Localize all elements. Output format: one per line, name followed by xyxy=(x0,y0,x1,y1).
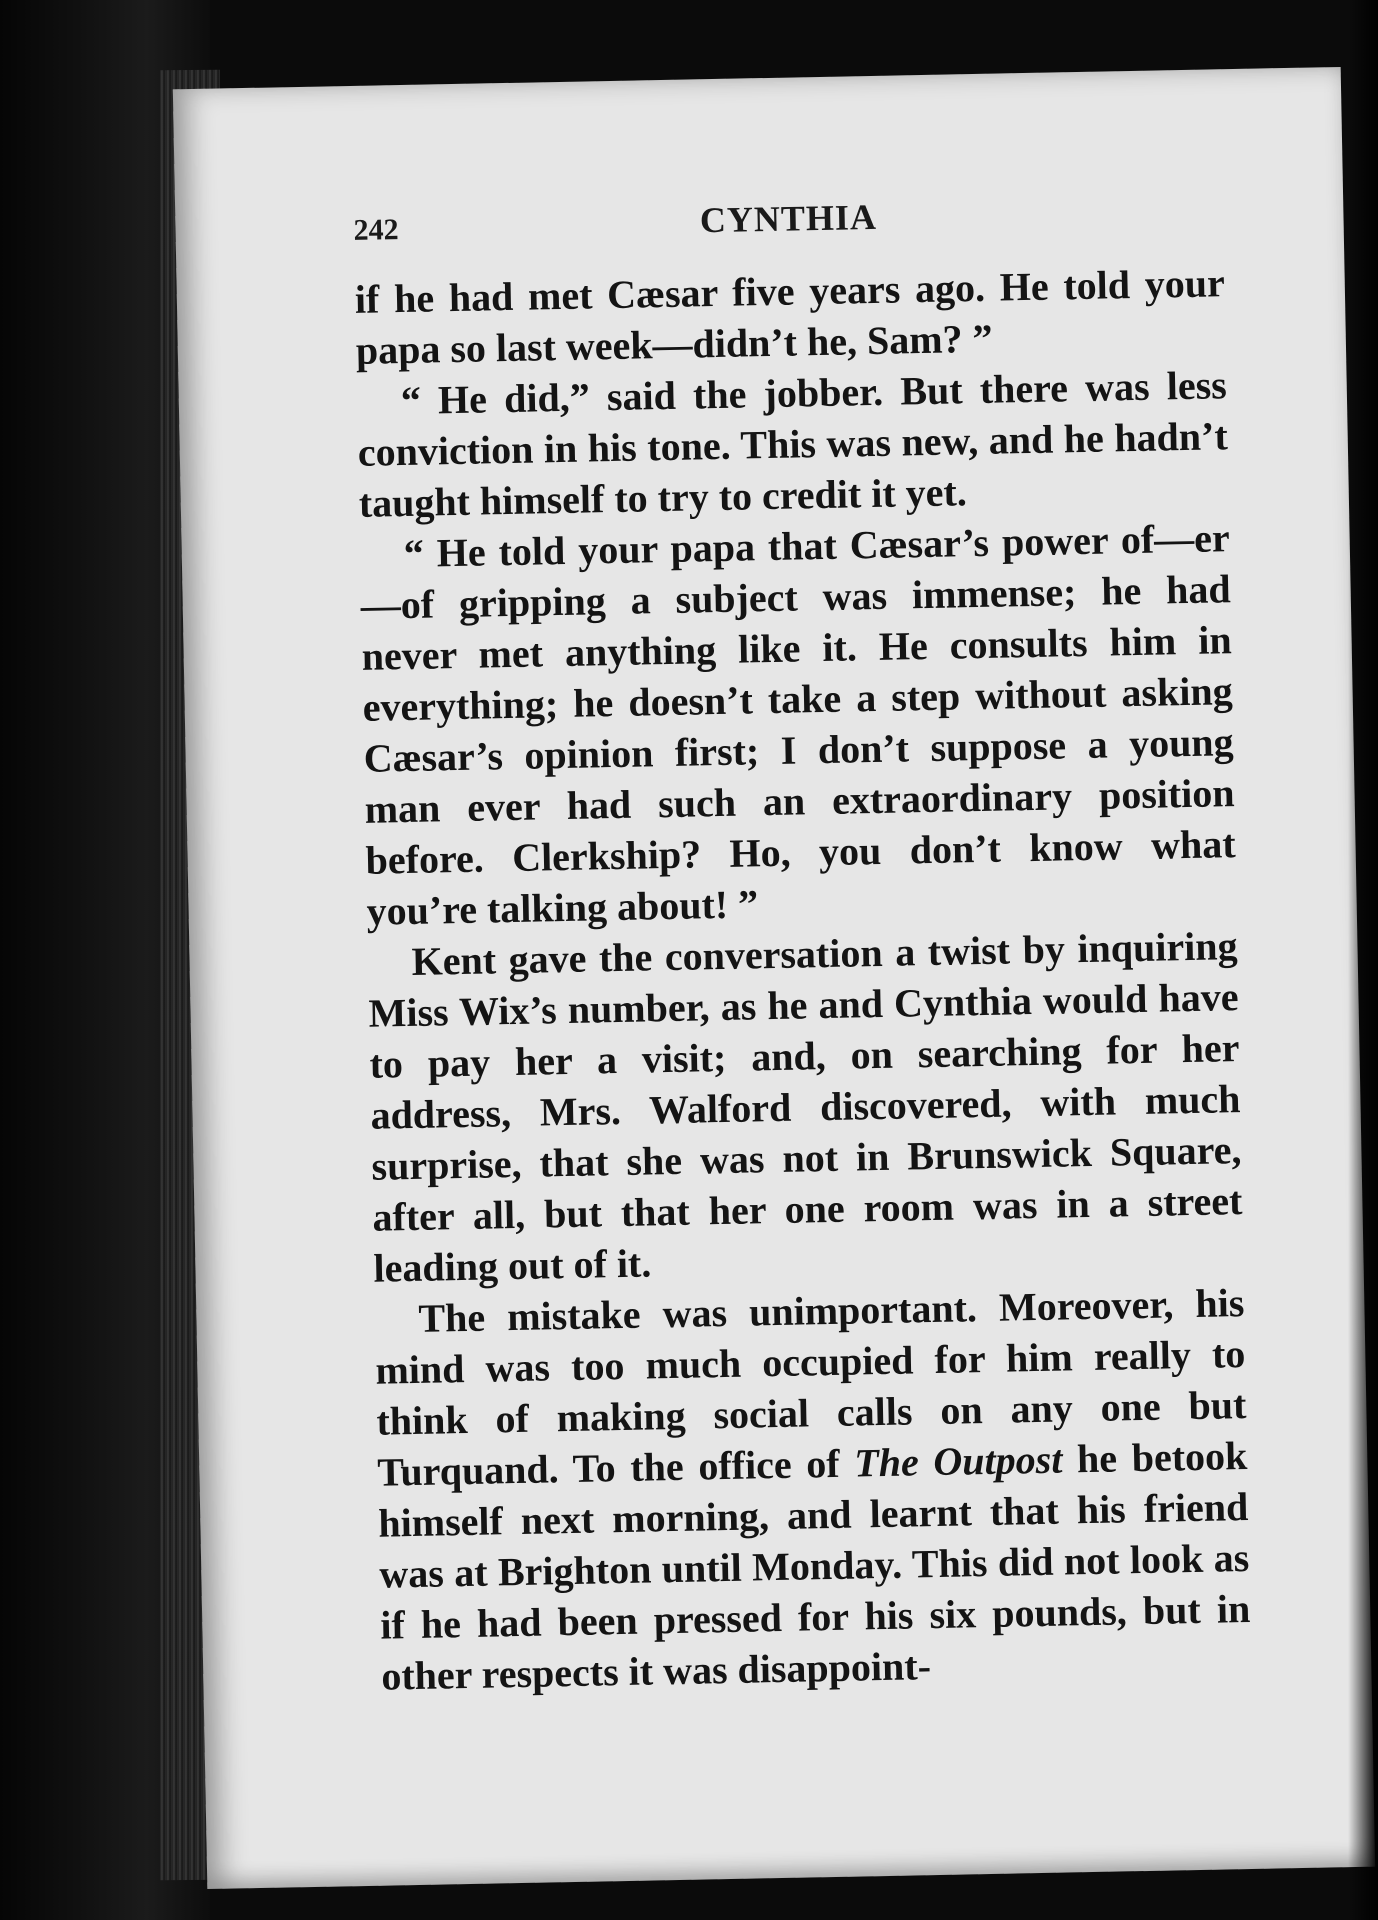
running-title: CYNTHIA xyxy=(699,196,878,241)
paragraph-mistake xyxy=(374,1277,1252,1702)
paragraph-caesar-power: “ He told your papa that Cæsar’s power of—er—of gripping a subject was immense; he had never met anything like it. He consults him in everything; he doesn’t take a step without asking Cæsar’s opinion first; I don’t suppose a young man ever had such an extraordinary position before. Clerkship? Ho, you don’t know what you’re talking about! ” xyxy=(360,515,1236,934)
page-body xyxy=(354,257,1251,1701)
page-header xyxy=(353,189,1224,266)
paragraph-continuation: if he had met Cæsar five years ago. He told your papa so last week—didn’t he, Sam? ” xyxy=(354,260,1226,373)
book-page xyxy=(173,67,1375,1889)
page-number: 242 xyxy=(353,213,399,247)
paragraph-jobber-reply: “ He did,” said the jobber. But there was less conviction in his tone. This was new, and he hadn’t taught himself to try to credit it yet. xyxy=(357,362,1229,526)
right-page-shadow xyxy=(1348,0,1378,1920)
paragraph-mistake-text-before: The mistake was unimportant. Moreover, his mind was too much occupied for him really to think of making social calls on any one but Turquand. To the office of xyxy=(375,1280,1247,1495)
paragraph-mistake-text-after: he betook himself next morning, and learnt that his friend was at Brighton until Monday. This did not look as if he had been pressed for his six pounds, but in other respects it was disappoint- xyxy=(377,1433,1251,1699)
paragraph-kent-visit: Kent gave the conversation a twist by inquiring Miss Wix’s number, as he and Cynthia would have to pay her a visit; and, on searching for her address, Mrs. Walford discovered, with much surprise, that she was not in Brunswick Square, after all, but that her one room was in a street leading out of it. xyxy=(368,923,1243,1291)
newspaper-title: The Outpost xyxy=(853,1436,1063,1486)
